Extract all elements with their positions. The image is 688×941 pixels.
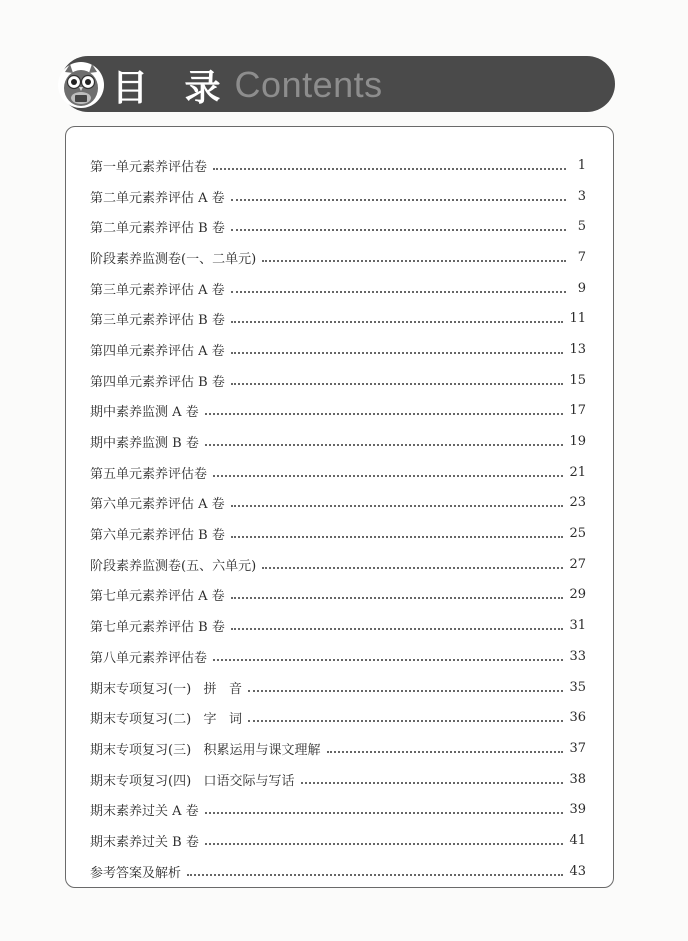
toc-entry[interactable] — [90, 794, 586, 825]
toc-entry-page-number: 11 — [569, 311, 586, 327]
toc-entry-title: 期末素养过关 B 卷 — [90, 834, 199, 850]
dot-leader — [231, 320, 564, 323]
dot-leader — [231, 627, 564, 630]
dot-leader — [231, 504, 564, 507]
toc-entry-page-number: 1 — [577, 157, 586, 173]
dot-leader — [231, 382, 564, 385]
toc-entry-page-number: 7 — [577, 249, 586, 265]
toc-entry-page-number: 27 — [569, 556, 586, 572]
toc-entry[interactable] — [90, 856, 586, 887]
dot-leader — [213, 474, 563, 477]
toc-entry[interactable] — [90, 181, 586, 212]
dot-leader — [262, 259, 566, 262]
title-english: Contents — [234, 64, 383, 105]
dot-leader — [213, 167, 566, 170]
dot-leader — [231, 351, 564, 354]
toc-entry-title: 参考答案及解析 — [90, 865, 182, 881]
toc-entry[interactable] — [90, 365, 586, 396]
toc-entry[interactable] — [90, 825, 586, 856]
toc-entry[interactable] — [90, 150, 586, 181]
toc-entry-page-number: 17 — [569, 403, 586, 419]
dot-leader — [231, 290, 566, 293]
toc-entry-title: 期末专项复习(四) 口语交际与写话 — [90, 773, 295, 789]
dot-leader — [327, 750, 564, 753]
toc-entry-title: 第五单元素养评估卷 — [90, 466, 208, 482]
toc-entry[interactable] — [90, 334, 586, 365]
toc-entry[interactable] — [90, 580, 586, 611]
toc-entry-page-number: 25 — [569, 526, 586, 542]
toc-entry[interactable] — [90, 641, 586, 672]
toc-entry[interactable] — [90, 672, 586, 703]
toc-entry-page-number: 15 — [569, 372, 586, 388]
dot-leader — [262, 566, 563, 569]
title-chinese: 目 录 — [112, 67, 233, 109]
toc-entry-title: 第七单元素养评估 A 卷 — [90, 589, 225, 605]
toc-entry[interactable] — [90, 426, 586, 457]
dot-leader — [248, 719, 564, 722]
toc-entry-page-number: 9 — [577, 280, 586, 296]
toc-entry-page-number: 29 — [569, 587, 586, 603]
dot-leader — [205, 811, 564, 814]
toc-entry-title: 第二单元素养评估 B 卷 — [90, 221, 225, 237]
dot-leader — [205, 443, 564, 446]
toc-entry[interactable] — [90, 733, 586, 764]
toc-entry-title: 期末专项复习(二) 字 词 — [90, 712, 242, 728]
toc-entry-page-number: 23 — [569, 495, 586, 511]
dot-leader — [231, 228, 566, 231]
toc-entry-page-number: 5 — [577, 219, 586, 235]
toc-entry-page-number: 13 — [569, 341, 586, 357]
toc-entry-page-number: 35 — [569, 679, 586, 695]
toc-entry-title: 第三单元素养评估 A 卷 — [90, 282, 225, 298]
toc-entry-page-number: 41 — [569, 832, 586, 848]
toc-entry-title: 第四单元素养评估 B 卷 — [90, 374, 225, 390]
toc-entry-page-number: 37 — [569, 740, 586, 756]
toc-entry[interactable] — [90, 242, 586, 273]
toc-entry-title: 第二单元素养评估 A 卷 — [90, 190, 225, 206]
dot-leader — [301, 781, 564, 784]
toc-entry[interactable] — [90, 396, 586, 427]
toc-entry-page-number: 33 — [569, 648, 586, 664]
toc-entry-title: 阶段素养监测卷(五、六单元) — [90, 558, 257, 574]
toc-entry-title: 第七单元素养评估 B 卷 — [90, 620, 225, 636]
toc-entry-page-number: 19 — [569, 434, 586, 450]
dot-leader — [231, 198, 566, 201]
toc-entry-page-number: 21 — [569, 464, 586, 480]
toc-entry[interactable] — [90, 610, 586, 641]
toc-entry[interactable] — [90, 211, 586, 242]
dot-leader — [213, 658, 563, 661]
toc-entry-title: 期中素养监测 A 卷 — [90, 405, 199, 421]
table-of-contents — [90, 150, 586, 887]
toc-entry-title: 第三单元素养评估 B 卷 — [90, 313, 225, 329]
dot-leader — [187, 873, 563, 876]
toc-entry-title: 第四单元素养评估 A 卷 — [90, 343, 225, 359]
toc-entry-title: 期中素养监测 B 卷 — [90, 436, 199, 452]
dot-leader — [248, 689, 564, 692]
toc-entry[interactable] — [90, 457, 586, 488]
toc-entry-page-number: 3 — [577, 188, 586, 204]
toc-entry-page-number: 31 — [569, 618, 586, 634]
dot-leader — [205, 412, 564, 415]
toc-entry-page-number: 39 — [569, 802, 586, 818]
toc-entry[interactable] — [90, 303, 586, 334]
toc-entry-page-number: 38 — [569, 771, 586, 787]
toc-entry-title: 第六单元素养评估 A 卷 — [90, 497, 225, 513]
toc-entry-title: 期末专项复习(三) 积累运用与课文理解 — [90, 742, 321, 758]
toc-entry-title: 第一单元素养评估卷 — [90, 159, 208, 175]
page-title — [112, 60, 383, 110]
toc-entry[interactable] — [90, 764, 586, 795]
toc-entry-page-number: 43 — [569, 863, 586, 879]
dot-leader — [231, 535, 564, 538]
owl-mascot-icon — [56, 58, 106, 110]
toc-entry-title: 第八单元素养评估卷 — [90, 650, 208, 666]
toc-entry-title: 期末素养过关 A 卷 — [90, 804, 199, 820]
dot-leader — [231, 596, 564, 599]
toc-entry[interactable] — [90, 488, 586, 519]
toc-entry[interactable] — [90, 518, 586, 549]
toc-entry-title: 期末专项复习(一) 拼 音 — [90, 681, 242, 697]
toc-entry-title: 第六单元素养评估 B 卷 — [90, 528, 225, 544]
dot-leader — [205, 842, 564, 845]
toc-entry-page-number: 36 — [569, 710, 586, 726]
toc-entry[interactable] — [90, 702, 586, 733]
toc-entry-title: 阶段素养监测卷(一、二单元) — [90, 251, 257, 267]
toc-entry[interactable] — [90, 273, 586, 304]
toc-entry[interactable] — [90, 549, 586, 580]
